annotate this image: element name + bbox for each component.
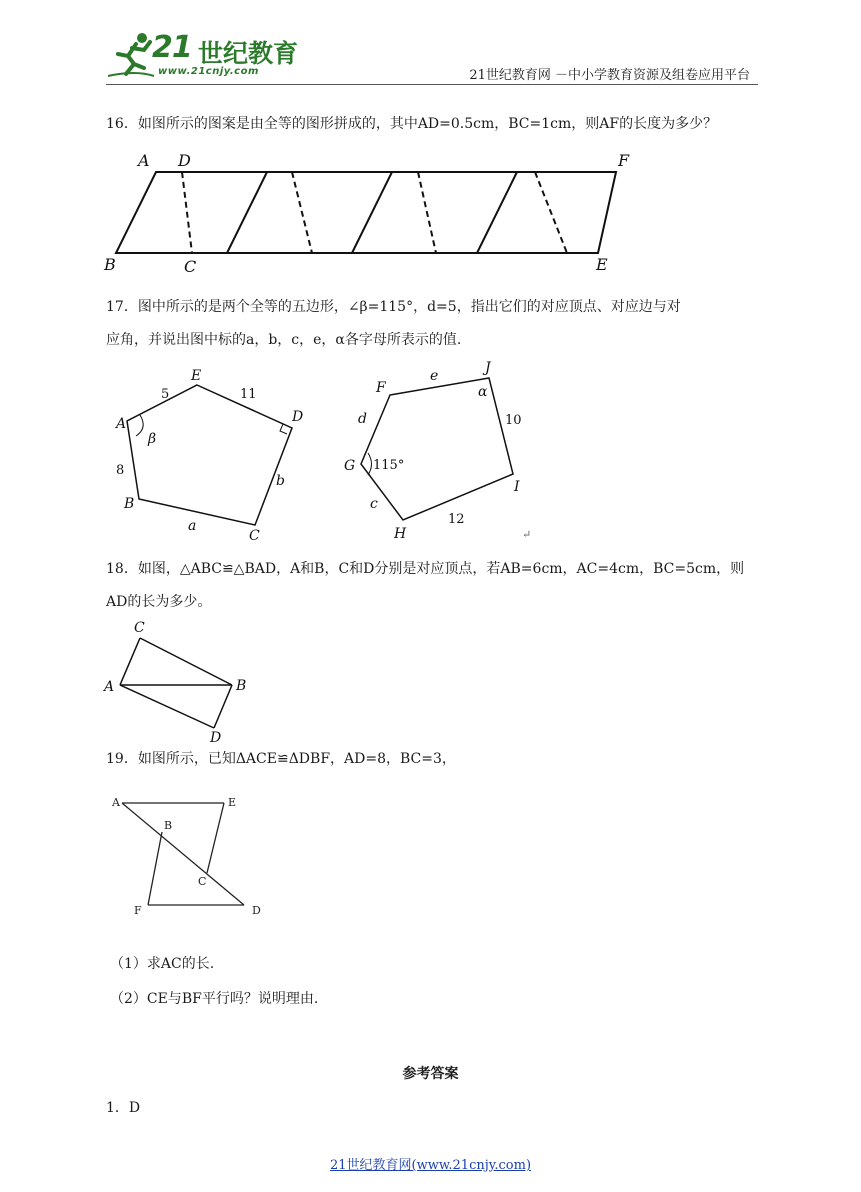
question-18-line1: 18．如图，△ABC≌△BAD，A和B，C和D分别是对应顶点，若AB=6cm，AC=4cm，BC=5cm，则 — [106, 561, 745, 577]
label-d: d — [358, 411, 367, 427]
label-A: A — [116, 416, 127, 432]
label-D: D — [292, 409, 304, 425]
label-J: J — [485, 360, 491, 376]
answers-title: 参考答案 — [402, 1066, 459, 1082]
label-C: C — [184, 257, 197, 276]
label-e: e — [430, 368, 439, 384]
question-16-text: 16．如图所示的图案是由全等的图形拼成的，其中AD=0.5cm，BC=1cm，则AF的长度为多少？ — [106, 116, 718, 132]
return-mark: ↵ — [522, 528, 532, 541]
runner-logo-icon — [106, 30, 156, 78]
label-11: 11 — [240, 387, 257, 402]
label-alpha: α — [478, 384, 488, 400]
label-5: 5 — [161, 387, 170, 402]
footer-link[interactable]: 21世纪教育网(www.21cnjy.com) — [329, 1158, 532, 1173]
label-C: C — [134, 620, 145, 636]
label-F: F — [376, 380, 386, 396]
q17-pentagon-left — [106, 360, 306, 545]
label-A: A — [104, 679, 115, 695]
question-17-line2: 应角，并说出图中标的a，b，c，e，α各字母所表示的值. — [106, 332, 462, 348]
label-I: I — [514, 479, 520, 495]
label-10: 10 — [505, 413, 522, 428]
label-B: B — [236, 678, 247, 694]
label-E: E — [228, 796, 237, 809]
label-c: c — [370, 496, 378, 512]
label-H: H — [394, 526, 407, 542]
label-C: C — [198, 875, 207, 888]
label-E: E — [191, 368, 202, 384]
label-D: D — [178, 151, 191, 170]
label-C: C — [249, 528, 260, 544]
question-18-line2: AD的长为多少。 — [106, 594, 212, 610]
label-G: G — [344, 458, 356, 474]
question-19-part1: （1）求AC的长. — [110, 956, 215, 972]
label-B: B — [104, 255, 116, 274]
label-D: D — [210, 730, 222, 746]
label-B: B — [164, 819, 173, 832]
label-A: A — [112, 796, 120, 809]
label-beta: β — [148, 431, 157, 447]
answer-1: 1．D — [106, 1100, 141, 1116]
q18-figure — [100, 618, 260, 746]
label-E: E — [596, 255, 608, 274]
logo-url: www.21cnjy.com — [158, 66, 259, 77]
label-B: B — [124, 496, 135, 512]
label-D: D — [252, 904, 261, 917]
label-12: 12 — [448, 512, 465, 527]
question-17-line1: 17．图中所示的是两个全等的五边形，∠β=115°，d=5，指出它们的对应顶点、对应边与对 — [106, 299, 681, 315]
label-a: a — [188, 518, 197, 534]
logo-title: 世纪教育 — [198, 39, 299, 68]
label-F: F — [134, 904, 142, 917]
q19-figure — [100, 790, 280, 920]
q16-figure — [100, 146, 630, 276]
label-A: A — [138, 151, 150, 170]
label-8: 8 — [116, 463, 125, 478]
logo-number: 21 — [152, 30, 192, 65]
label-b: b — [276, 473, 285, 489]
question-19-part2: （2）CE与BF平行吗？说明理由. — [110, 991, 319, 1007]
label-F: F — [618, 151, 630, 170]
question-19-text: 19．如图所示，已知ΔACE≌ΔDBF，AD=8，BC=3， — [106, 751, 456, 767]
q17-pentagon-right — [340, 356, 540, 546]
label-115: 115° — [373, 458, 405, 473]
header-divider — [106, 84, 758, 85]
header-site-name: 21世纪教育网 －中小学教育资源及组卷应用平台 — [469, 68, 750, 83]
